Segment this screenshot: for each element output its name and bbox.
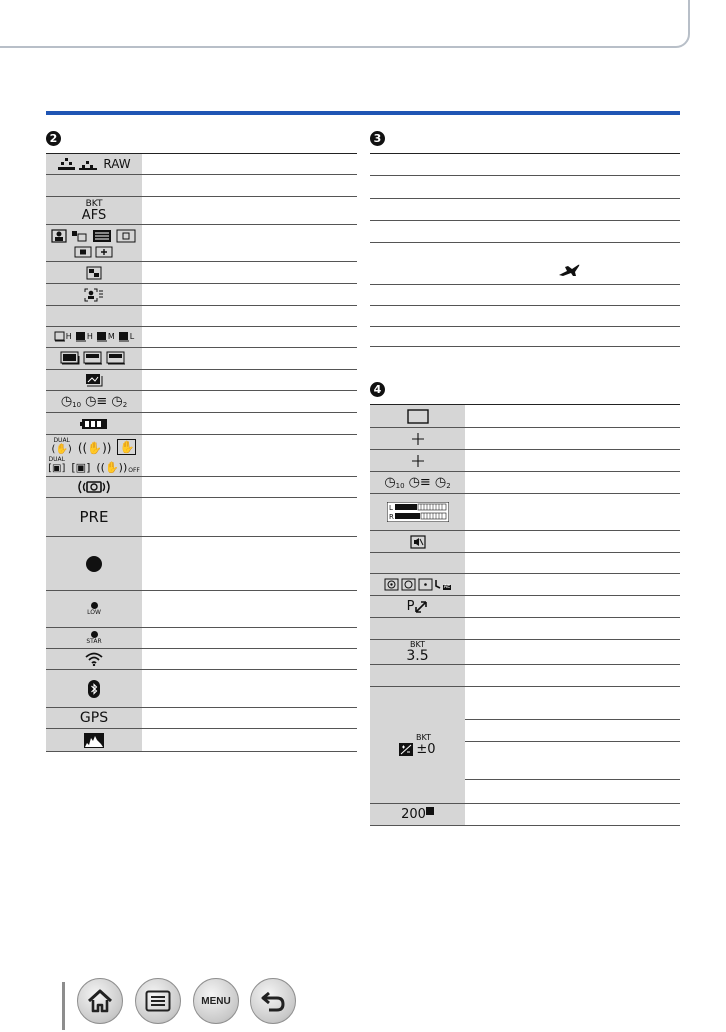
- table-row: [46, 477, 357, 498]
- table-row: [370, 154, 680, 176]
- stabilizer-off-icon: ((✋)): [96, 460, 128, 474]
- table-row: [370, 574, 680, 596]
- menu-label: MENU: [201, 995, 231, 1007]
- table-row: [46, 591, 357, 628]
- table-row: [370, 428, 680, 450]
- table-row: [370, 553, 680, 574]
- table-row: [370, 494, 680, 531]
- header-frame: [0, 0, 690, 48]
- table-row: [46, 537, 357, 591]
- face-detect-icon: [46, 284, 142, 305]
- crosshair-icon: [370, 428, 465, 449]
- blank-icon-cell: [370, 665, 465, 686]
- table-row: [370, 665, 680, 687]
- histogram-icon: [46, 729, 142, 751]
- timer-icon: ◷: [434, 475, 447, 490]
- image-size-quality-icons: [46, 154, 142, 174]
- speed-label: M: [107, 332, 115, 341]
- table-row: [370, 804, 680, 826]
- table-row: [370, 176, 680, 199]
- iso-value: 200: [401, 807, 426, 822]
- table-row: [370, 472, 680, 494]
- timer-10-label: 10: [72, 401, 82, 409]
- exposure-compensation-icon: [399, 743, 413, 756]
- table-row: [370, 221, 680, 243]
- self-timer-icons: [370, 472, 465, 493]
- table-row: [370, 306, 680, 327]
- table-row: [370, 327, 680, 347]
- menu-button[interactable]: [193, 978, 239, 1024]
- table-row: [46, 391, 357, 413]
- burst-4k-icon: [75, 331, 87, 343]
- home-icon: [86, 988, 114, 1014]
- metering-icons: [370, 574, 465, 595]
- table-row: [46, 649, 357, 670]
- dual-label: DUAL: [48, 455, 65, 463]
- wifi-icon: [46, 649, 142, 669]
- bkt-label: BKT: [410, 640, 425, 649]
- timer-icon: ◷: [111, 394, 123, 409]
- timer-icon: ◷: [60, 394, 73, 409]
- table-row: [370, 618, 680, 640]
- speed-label: H: [86, 332, 93, 341]
- timer-2-label: 2: [446, 482, 451, 490]
- table-row: [370, 285, 680, 306]
- timer-10-label: 10: [395, 482, 405, 490]
- table-row: [370, 243, 680, 285]
- list-icon: [145, 990, 171, 1012]
- battery-icon: [46, 413, 142, 434]
- table-row: [46, 154, 357, 175]
- stabilizer-video-icon: [▣]: [48, 462, 66, 474]
- table-row: [46, 413, 357, 435]
- blank-icon-cell: [370, 553, 465, 573]
- shake-alert-icon: [46, 477, 142, 497]
- section-4-table: [370, 404, 680, 826]
- level-left-label: L: [388, 504, 393, 512]
- stabilizer-hand-icon: ((✋)): [77, 440, 112, 455]
- table-row: [46, 327, 357, 348]
- bracket-afs-icon: [46, 197, 142, 224]
- timer-2-label: 2: [122, 401, 128, 409]
- sub-row-divider: [465, 741, 680, 742]
- burst-4k-icon: [118, 331, 130, 343]
- table-row: [370, 596, 680, 618]
- pre-burst-icon: [46, 498, 142, 536]
- section-3-table: [370, 153, 680, 347]
- bkt-label: BKT: [85, 198, 103, 209]
- quality-fine-icon: [57, 157, 101, 171]
- bracket-aperture-icon: [370, 640, 465, 664]
- program-label: P: [406, 599, 415, 614]
- airplane-icon: [558, 263, 580, 277]
- record-low-icon: [46, 591, 142, 627]
- stabilizer-hand-icon: ✋: [119, 439, 135, 454]
- bkt-label: BKT: [416, 733, 431, 742]
- back-arrow-icon: [259, 989, 287, 1013]
- table-row: [370, 199, 680, 221]
- af-single-icon: [74, 246, 114, 258]
- table-row: [370, 405, 680, 428]
- table-row: [46, 729, 357, 752]
- raw-label: RAW: [103, 157, 131, 171]
- blank-icon-cell: [370, 618, 465, 639]
- table-row: [46, 284, 357, 306]
- section-number: 2: [46, 131, 61, 146]
- speed-label: H: [65, 332, 72, 341]
- af-mode-row-icon: [51, 229, 137, 243]
- record-dot-icon: [46, 537, 142, 590]
- off-label: OFF: [128, 466, 140, 474]
- dual-label: DUAL: [53, 436, 70, 444]
- contents-button[interactable]: [135, 978, 181, 1024]
- self-timer-icons: [46, 391, 142, 412]
- table-row: [46, 708, 357, 729]
- afs-label: AFS: [81, 207, 107, 223]
- table-row: [370, 687, 680, 804]
- af-mode-icons: [46, 225, 142, 261]
- bracket-exposure-icon: [370, 687, 465, 803]
- table-row: [46, 225, 357, 262]
- section-number: 4: [370, 382, 385, 397]
- table-row: [46, 348, 357, 370]
- low-label: LOW: [87, 609, 101, 616]
- table-row: [46, 262, 357, 284]
- section-2-table: [46, 153, 357, 752]
- speed-label: L: [129, 332, 135, 341]
- aperture-value: 3.5: [406, 648, 429, 664]
- post-focus-icon: [46, 370, 142, 390]
- bluetooth-icon: [46, 670, 142, 707]
- sub-row-divider: [465, 719, 680, 720]
- level-meter-icon: [370, 494, 465, 530]
- blank-icon-cell: [46, 306, 142, 326]
- table-row: [46, 306, 357, 327]
- stabilizer-video-icon: [▣]: [71, 460, 91, 474]
- star-label: STAR: [86, 638, 102, 645]
- timer-icon: ◷: [384, 475, 396, 490]
- gps-icon: [46, 708, 142, 728]
- table-row: [46, 175, 357, 197]
- table-row: [46, 670, 357, 708]
- level-right-label: R: [388, 513, 394, 521]
- footer-bar: [62, 982, 65, 1030]
- section-4-title: [370, 379, 385, 399]
- table-row: [46, 628, 357, 649]
- table-row: [370, 640, 680, 665]
- section-number: 3: [370, 131, 385, 146]
- mute-icon: [370, 531, 465, 552]
- table-row: [370, 450, 680, 472]
- sub-row-divider: [465, 779, 680, 780]
- burst-icon: [54, 331, 66, 343]
- home-button[interactable]: [77, 978, 123, 1024]
- back-button[interactable]: [250, 978, 296, 1024]
- table-row: [46, 370, 357, 391]
- table-row: [46, 197, 357, 225]
- gps-label: GPS: [79, 710, 109, 726]
- section-2-title: [46, 128, 61, 148]
- table-row: [46, 498, 357, 537]
- table-row: [46, 435, 357, 477]
- iso-icon: [370, 804, 465, 825]
- timer-burst-icon: ◷≡: [85, 394, 108, 409]
- stabilizer-icons: [46, 435, 142, 476]
- burst-speed-icons: [46, 327, 142, 347]
- exposure-value: ±0: [416, 742, 436, 757]
- record-star-icon: [46, 628, 142, 648]
- table-row: [370, 531, 680, 553]
- burst-4k-icon: [96, 331, 108, 343]
- section-rule: [46, 111, 680, 115]
- frame-icon: [370, 405, 465, 427]
- stabilizer-hand-icon: (✋): [51, 443, 72, 455]
- program-shift-icon: [370, 596, 465, 617]
- ae-label: AE: [443, 584, 451, 590]
- section-3-title: [370, 128, 385, 148]
- crosshair-icon: [370, 450, 465, 471]
- blank-icon-cell: [46, 175, 142, 196]
- timer-burst-icon: ◷≡: [408, 475, 431, 490]
- 4k-photo-icons: [46, 348, 142, 369]
- focus-area-icon: [46, 262, 142, 283]
- pre-label: PRE: [79, 507, 109, 526]
